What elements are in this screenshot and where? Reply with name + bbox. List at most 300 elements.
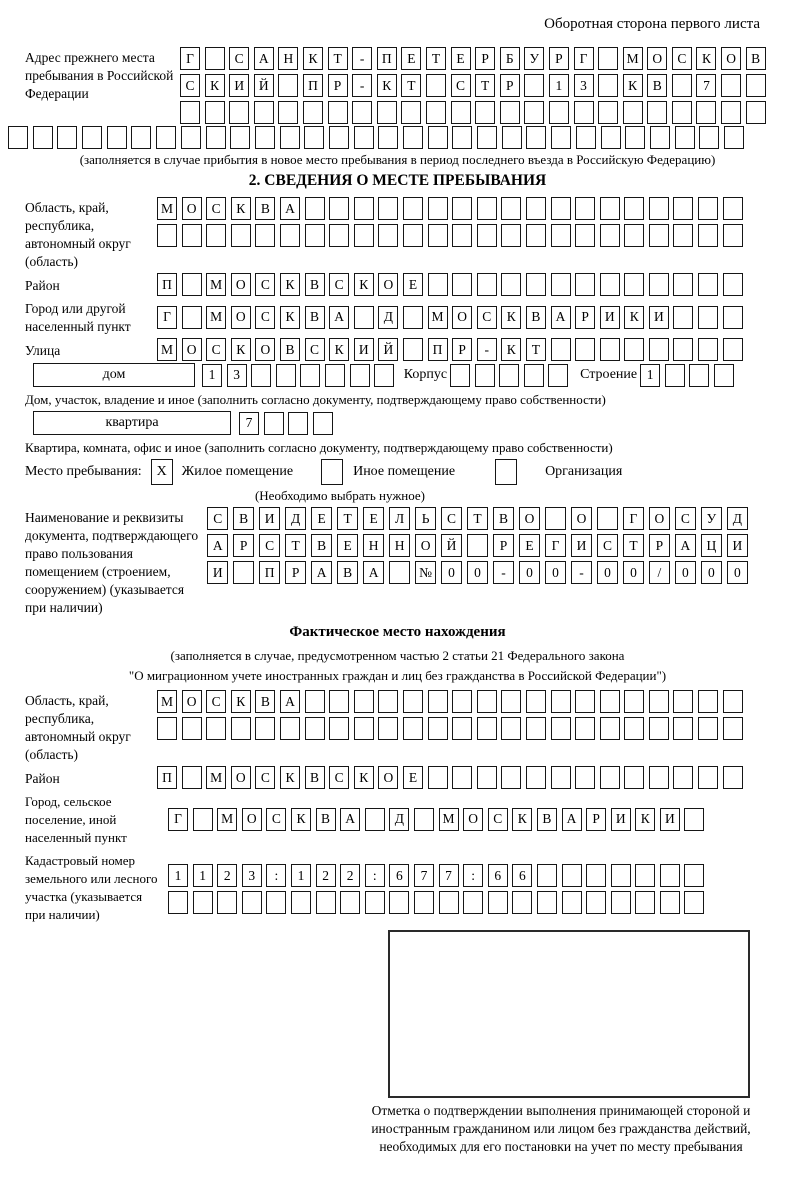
char-cell[interactable]	[107, 126, 127, 149]
char-cell[interactable]	[675, 126, 695, 149]
char-cell[interactable]	[526, 690, 546, 713]
char-cell[interactable]: О	[182, 690, 202, 713]
char-cell[interactable]	[304, 126, 324, 149]
house-box[interactable]: дом	[33, 363, 195, 387]
char-cell[interactable]: Е	[363, 507, 384, 530]
char-cell[interactable]: А	[675, 534, 696, 557]
char-cell[interactable]: А	[207, 534, 228, 557]
char-cell[interactable]: К	[354, 766, 374, 789]
char-cell[interactable]	[699, 126, 719, 149]
char-cell[interactable]: М	[157, 197, 177, 220]
char-cell[interactable]: Т	[623, 534, 644, 557]
char-cell[interactable]: А	[551, 306, 571, 329]
char-cell[interactable]: С	[207, 507, 228, 530]
char-cell[interactable]	[365, 891, 385, 914]
char-cell[interactable]	[524, 101, 544, 124]
char-cell[interactable]: 3	[227, 364, 247, 387]
char-cell[interactable]	[280, 717, 300, 740]
char-cell[interactable]: О	[182, 197, 202, 220]
char-cell[interactable]: Г	[574, 47, 594, 70]
char-cell[interactable]	[649, 197, 669, 220]
char-cell[interactable]	[313, 412, 333, 435]
char-cell[interactable]: А	[311, 561, 332, 584]
char-cell[interactable]	[181, 126, 201, 149]
char-cell[interactable]: :	[463, 864, 483, 887]
char-cell[interactable]	[672, 74, 692, 97]
char-cell[interactable]	[82, 126, 102, 149]
char-cell[interactable]	[131, 126, 151, 149]
char-cell[interactable]	[452, 690, 472, 713]
char-cell[interactable]: В	[305, 306, 325, 329]
char-cell[interactable]	[206, 126, 226, 149]
char-cell[interactable]	[477, 766, 497, 789]
char-cell[interactable]	[647, 101, 667, 124]
char-cell[interactable]	[365, 808, 385, 831]
char-cell[interactable]	[673, 766, 693, 789]
char-cell[interactable]	[723, 224, 743, 247]
char-cell[interactable]	[689, 364, 709, 387]
char-cell[interactable]: Г	[157, 306, 177, 329]
char-cell[interactable]: О	[571, 507, 592, 530]
char-cell[interactable]	[354, 197, 374, 220]
char-cell[interactable]: А	[280, 690, 300, 713]
char-cell[interactable]	[600, 717, 620, 740]
char-cell[interactable]	[33, 126, 53, 149]
char-cell[interactable]	[746, 101, 766, 124]
char-cell[interactable]: 0	[675, 561, 696, 584]
char-cell[interactable]	[551, 224, 571, 247]
char-cell[interactable]: Е	[451, 47, 471, 70]
char-cell[interactable]: 0	[545, 561, 566, 584]
char-cell[interactable]	[649, 338, 669, 361]
char-cell[interactable]	[501, 273, 521, 296]
char-cell[interactable]: Р	[233, 534, 254, 557]
stay-option-organization-checkbox[interactable]	[495, 459, 517, 485]
char-cell[interactable]	[305, 197, 325, 220]
char-cell[interactable]: -	[352, 74, 372, 97]
char-cell[interactable]	[625, 126, 645, 149]
char-cell[interactable]: К	[329, 338, 349, 361]
char-cell[interactable]	[229, 101, 249, 124]
char-cell[interactable]: А	[329, 306, 349, 329]
char-cell[interactable]	[501, 717, 521, 740]
char-cell[interactable]	[575, 690, 595, 713]
char-cell[interactable]: М	[428, 306, 448, 329]
char-cell[interactable]	[254, 101, 274, 124]
char-cell[interactable]: В	[255, 690, 275, 713]
char-cell[interactable]	[721, 101, 741, 124]
char-cell[interactable]	[698, 766, 718, 789]
char-cell[interactable]: И	[600, 306, 620, 329]
char-cell[interactable]	[499, 364, 519, 387]
char-cell[interactable]: С	[229, 47, 249, 70]
char-cell[interactable]	[316, 891, 336, 914]
char-cell[interactable]: 0	[597, 561, 618, 584]
char-cell[interactable]: С	[477, 306, 497, 329]
char-cell[interactable]	[477, 690, 497, 713]
char-cell[interactable]	[673, 306, 693, 329]
char-cell[interactable]	[450, 364, 470, 387]
char-cell[interactable]: К	[303, 47, 323, 70]
char-cell[interactable]	[403, 690, 423, 713]
char-cell[interactable]	[255, 717, 275, 740]
char-cell[interactable]	[264, 412, 284, 435]
char-cell[interactable]	[255, 126, 275, 149]
char-cell[interactable]	[428, 126, 448, 149]
char-cell[interactable]: И	[354, 338, 374, 361]
char-cell[interactable]	[475, 101, 495, 124]
char-cell[interactable]: К	[354, 273, 374, 296]
char-cell[interactable]	[288, 412, 308, 435]
char-cell[interactable]: Т	[328, 47, 348, 70]
char-cell[interactable]: Д	[389, 808, 409, 831]
char-cell[interactable]	[698, 224, 718, 247]
char-cell[interactable]: Т	[467, 507, 488, 530]
char-cell[interactable]: В	[537, 808, 557, 831]
char-cell[interactable]	[698, 197, 718, 220]
char-cell[interactable]	[217, 891, 237, 914]
char-cell[interactable]: Т	[526, 338, 546, 361]
char-cell[interactable]	[428, 717, 448, 740]
char-cell[interactable]: С	[441, 507, 462, 530]
char-cell[interactable]: Л	[389, 507, 410, 530]
char-cell[interactable]	[374, 364, 394, 387]
char-cell[interactable]: -	[352, 47, 372, 70]
char-cell[interactable]	[377, 101, 397, 124]
char-cell[interactable]	[403, 126, 423, 149]
char-cell[interactable]	[673, 717, 693, 740]
char-cell[interactable]	[477, 224, 497, 247]
char-cell[interactable]	[721, 74, 741, 97]
char-cell[interactable]: 1	[549, 74, 569, 97]
char-cell[interactable]	[428, 224, 448, 247]
char-cell[interactable]: Т	[337, 507, 358, 530]
char-cell[interactable]	[255, 224, 275, 247]
char-cell[interactable]	[329, 224, 349, 247]
char-cell[interactable]	[624, 273, 644, 296]
char-cell[interactable]	[576, 126, 596, 149]
char-cell[interactable]: В	[647, 74, 667, 97]
char-cell[interactable]	[575, 338, 595, 361]
char-cell[interactable]	[403, 717, 423, 740]
char-cell[interactable]	[488, 891, 508, 914]
char-cell[interactable]	[575, 717, 595, 740]
char-cell[interactable]: К	[231, 197, 251, 220]
char-cell[interactable]: 6	[512, 864, 532, 887]
char-cell[interactable]: Н	[278, 47, 298, 70]
char-cell[interactable]: Е	[519, 534, 540, 557]
char-cell[interactable]	[586, 864, 606, 887]
char-cell[interactable]	[182, 224, 202, 247]
char-cell[interactable]: М	[157, 338, 177, 361]
char-cell[interactable]: Д	[378, 306, 398, 329]
char-cell[interactable]	[723, 766, 743, 789]
char-cell[interactable]: В	[337, 561, 358, 584]
char-cell[interactable]: Р	[328, 74, 348, 97]
char-cell[interactable]: О	[231, 766, 251, 789]
char-cell[interactable]: У	[701, 507, 722, 530]
char-cell[interactable]: 2	[316, 864, 336, 887]
char-cell[interactable]: 2	[217, 864, 237, 887]
char-cell[interactable]: 1	[168, 864, 188, 887]
char-cell[interactable]: О	[231, 273, 251, 296]
char-cell[interactable]: С	[451, 74, 471, 97]
char-cell[interactable]	[545, 507, 566, 530]
char-cell[interactable]	[746, 74, 766, 97]
char-cell[interactable]	[600, 273, 620, 296]
char-cell[interactable]	[684, 808, 704, 831]
char-cell[interactable]	[698, 306, 718, 329]
char-cell[interactable]	[526, 224, 546, 247]
char-cell[interactable]	[526, 126, 546, 149]
char-cell[interactable]	[157, 717, 177, 740]
char-cell[interactable]	[575, 766, 595, 789]
char-cell[interactable]	[403, 197, 423, 220]
char-cell[interactable]: 0	[727, 561, 748, 584]
char-cell[interactable]: П	[157, 766, 177, 789]
char-cell[interactable]	[673, 338, 693, 361]
char-cell[interactable]	[439, 891, 459, 914]
char-cell[interactable]: П	[377, 47, 397, 70]
char-cell[interactable]: О	[452, 306, 472, 329]
char-cell[interactable]: Н	[389, 534, 410, 557]
char-cell[interactable]: И	[649, 306, 669, 329]
char-cell[interactable]: 1	[291, 864, 311, 887]
char-cell[interactable]: А	[254, 47, 274, 70]
char-cell[interactable]	[684, 891, 704, 914]
char-cell[interactable]	[714, 364, 734, 387]
char-cell[interactable]: Б	[500, 47, 520, 70]
char-cell[interactable]	[280, 224, 300, 247]
char-cell[interactable]	[649, 766, 669, 789]
char-cell[interactable]	[266, 891, 286, 914]
char-cell[interactable]	[231, 224, 251, 247]
char-cell[interactable]: О	[255, 338, 275, 361]
char-cell[interactable]	[524, 364, 544, 387]
char-cell[interactable]: В	[316, 808, 336, 831]
char-cell[interactable]	[623, 101, 643, 124]
char-cell[interactable]	[352, 101, 372, 124]
char-cell[interactable]: В	[305, 766, 325, 789]
char-cell[interactable]	[524, 74, 544, 97]
char-cell[interactable]	[389, 891, 409, 914]
char-cell[interactable]	[428, 690, 448, 713]
char-cell[interactable]	[168, 891, 188, 914]
char-cell[interactable]: С	[597, 534, 618, 557]
char-cell[interactable]: В	[746, 47, 766, 70]
char-cell[interactable]	[665, 364, 685, 387]
char-cell[interactable]	[428, 197, 448, 220]
char-cell[interactable]: К	[291, 808, 311, 831]
char-cell[interactable]: А	[340, 808, 360, 831]
char-cell[interactable]	[280, 126, 300, 149]
char-cell[interactable]	[698, 717, 718, 740]
char-cell[interactable]	[230, 126, 250, 149]
char-cell[interactable]	[624, 224, 644, 247]
char-cell[interactable]	[500, 101, 520, 124]
char-cell[interactable]	[428, 273, 448, 296]
char-cell[interactable]: И	[259, 507, 280, 530]
char-cell[interactable]	[551, 273, 571, 296]
char-cell[interactable]	[551, 197, 571, 220]
char-cell[interactable]: В	[280, 338, 300, 361]
char-cell[interactable]: П	[428, 338, 448, 361]
char-cell[interactable]	[156, 126, 176, 149]
char-cell[interactable]	[305, 717, 325, 740]
char-cell[interactable]	[414, 808, 434, 831]
char-cell[interactable]	[354, 306, 374, 329]
char-cell[interactable]: И	[660, 808, 680, 831]
char-cell[interactable]: 7	[239, 412, 259, 435]
char-cell[interactable]	[329, 197, 349, 220]
char-cell[interactable]: Ь	[415, 507, 436, 530]
char-cell[interactable]	[403, 306, 423, 329]
char-cell[interactable]	[635, 891, 655, 914]
char-cell[interactable]	[182, 766, 202, 789]
char-cell[interactable]: П	[303, 74, 323, 97]
char-cell[interactable]	[698, 690, 718, 713]
char-cell[interactable]: 7	[414, 864, 434, 887]
char-cell[interactable]	[414, 891, 434, 914]
char-cell[interactable]	[205, 101, 225, 124]
char-cell[interactable]: В	[311, 534, 332, 557]
char-cell[interactable]: Е	[311, 507, 332, 530]
char-cell[interactable]	[403, 224, 423, 247]
char-cell[interactable]: :	[266, 864, 286, 887]
char-cell[interactable]	[501, 766, 521, 789]
char-cell[interactable]	[501, 197, 521, 220]
char-cell[interactable]	[378, 224, 398, 247]
char-cell[interactable]: 0	[623, 561, 644, 584]
char-cell[interactable]	[575, 273, 595, 296]
char-cell[interactable]	[598, 101, 618, 124]
char-cell[interactable]: Д	[285, 507, 306, 530]
char-cell[interactable]	[673, 690, 693, 713]
char-cell[interactable]: А	[363, 561, 384, 584]
char-cell[interactable]: О	[242, 808, 262, 831]
char-cell[interactable]: О	[231, 306, 251, 329]
char-cell[interactable]	[378, 690, 398, 713]
char-cell[interactable]	[600, 197, 620, 220]
char-cell[interactable]: Г	[168, 808, 188, 831]
char-cell[interactable]	[231, 717, 251, 740]
char-cell[interactable]: С	[206, 338, 226, 361]
char-cell[interactable]	[624, 717, 644, 740]
char-cell[interactable]: К	[624, 306, 644, 329]
char-cell[interactable]	[276, 364, 296, 387]
char-cell[interactable]	[328, 101, 348, 124]
stay-option-residential-checkbox[interactable]: X	[151, 459, 173, 485]
char-cell[interactable]	[205, 47, 225, 70]
char-cell[interactable]: П	[259, 561, 280, 584]
char-cell[interactable]: М	[623, 47, 643, 70]
char-cell[interactable]: С	[675, 507, 696, 530]
char-cell[interactable]: Е	[403, 766, 423, 789]
char-cell[interactable]: Й	[441, 534, 462, 557]
char-cell[interactable]	[401, 101, 421, 124]
char-cell[interactable]	[512, 891, 532, 914]
char-cell[interactable]	[452, 273, 472, 296]
char-cell[interactable]	[526, 717, 546, 740]
char-cell[interactable]	[242, 891, 262, 914]
char-cell[interactable]	[635, 864, 655, 887]
char-cell[interactable]	[233, 561, 254, 584]
char-cell[interactable]: 0	[519, 561, 540, 584]
char-cell[interactable]: К	[280, 306, 300, 329]
char-cell[interactable]: П	[157, 273, 177, 296]
char-cell[interactable]	[586, 891, 606, 914]
char-cell[interactable]: 3	[574, 74, 594, 97]
char-cell[interactable]	[724, 126, 744, 149]
char-cell[interactable]: Р	[649, 534, 670, 557]
char-cell[interactable]	[354, 126, 374, 149]
char-cell[interactable]	[723, 690, 743, 713]
char-cell[interactable]: 6	[389, 864, 409, 887]
char-cell[interactable]: К	[280, 273, 300, 296]
char-cell[interactable]	[378, 197, 398, 220]
char-cell[interactable]	[354, 224, 374, 247]
char-cell[interactable]	[251, 364, 271, 387]
char-cell[interactable]: /	[649, 561, 670, 584]
char-cell[interactable]	[537, 891, 557, 914]
char-cell[interactable]	[501, 690, 521, 713]
char-cell[interactable]: Р	[575, 306, 595, 329]
char-cell[interactable]	[672, 101, 692, 124]
char-cell[interactable]	[182, 717, 202, 740]
char-cell[interactable]	[354, 690, 374, 713]
char-cell[interactable]	[598, 47, 618, 70]
char-cell[interactable]	[428, 766, 448, 789]
char-cell[interactable]	[624, 338, 644, 361]
char-cell[interactable]	[597, 507, 618, 530]
char-cell[interactable]	[477, 126, 497, 149]
char-cell[interactable]: Р	[500, 74, 520, 97]
char-cell[interactable]: С	[672, 47, 692, 70]
char-cell[interactable]: С	[206, 690, 226, 713]
char-cell[interactable]	[673, 197, 693, 220]
apartment-box[interactable]: квартира	[33, 411, 231, 435]
char-cell[interactable]	[278, 74, 298, 97]
char-cell[interactable]	[526, 197, 546, 220]
char-cell[interactable]	[649, 224, 669, 247]
char-cell[interactable]	[182, 273, 202, 296]
char-cell[interactable]	[723, 273, 743, 296]
char-cell[interactable]	[624, 690, 644, 713]
char-cell[interactable]	[452, 717, 472, 740]
char-cell[interactable]: Ц	[701, 534, 722, 557]
char-cell[interactable]	[452, 126, 472, 149]
char-cell[interactable]: 1	[193, 864, 213, 887]
char-cell[interactable]: И	[229, 74, 249, 97]
char-cell[interactable]	[403, 338, 423, 361]
char-cell[interactable]	[180, 101, 200, 124]
char-cell[interactable]: С	[488, 808, 508, 831]
char-cell[interactable]: К	[623, 74, 643, 97]
char-cell[interactable]: С	[255, 766, 275, 789]
char-cell[interactable]: К	[231, 338, 251, 361]
char-cell[interactable]: Е	[401, 47, 421, 70]
char-cell[interactable]: :	[365, 864, 385, 887]
char-cell[interactable]: О	[649, 507, 670, 530]
char-cell[interactable]	[650, 126, 670, 149]
char-cell[interactable]	[551, 766, 571, 789]
char-cell[interactable]	[378, 717, 398, 740]
char-cell[interactable]	[698, 273, 718, 296]
char-cell[interactable]: В	[233, 507, 254, 530]
char-cell[interactable]: О	[463, 808, 483, 831]
char-cell[interactable]: С	[305, 338, 325, 361]
char-cell[interactable]	[574, 101, 594, 124]
